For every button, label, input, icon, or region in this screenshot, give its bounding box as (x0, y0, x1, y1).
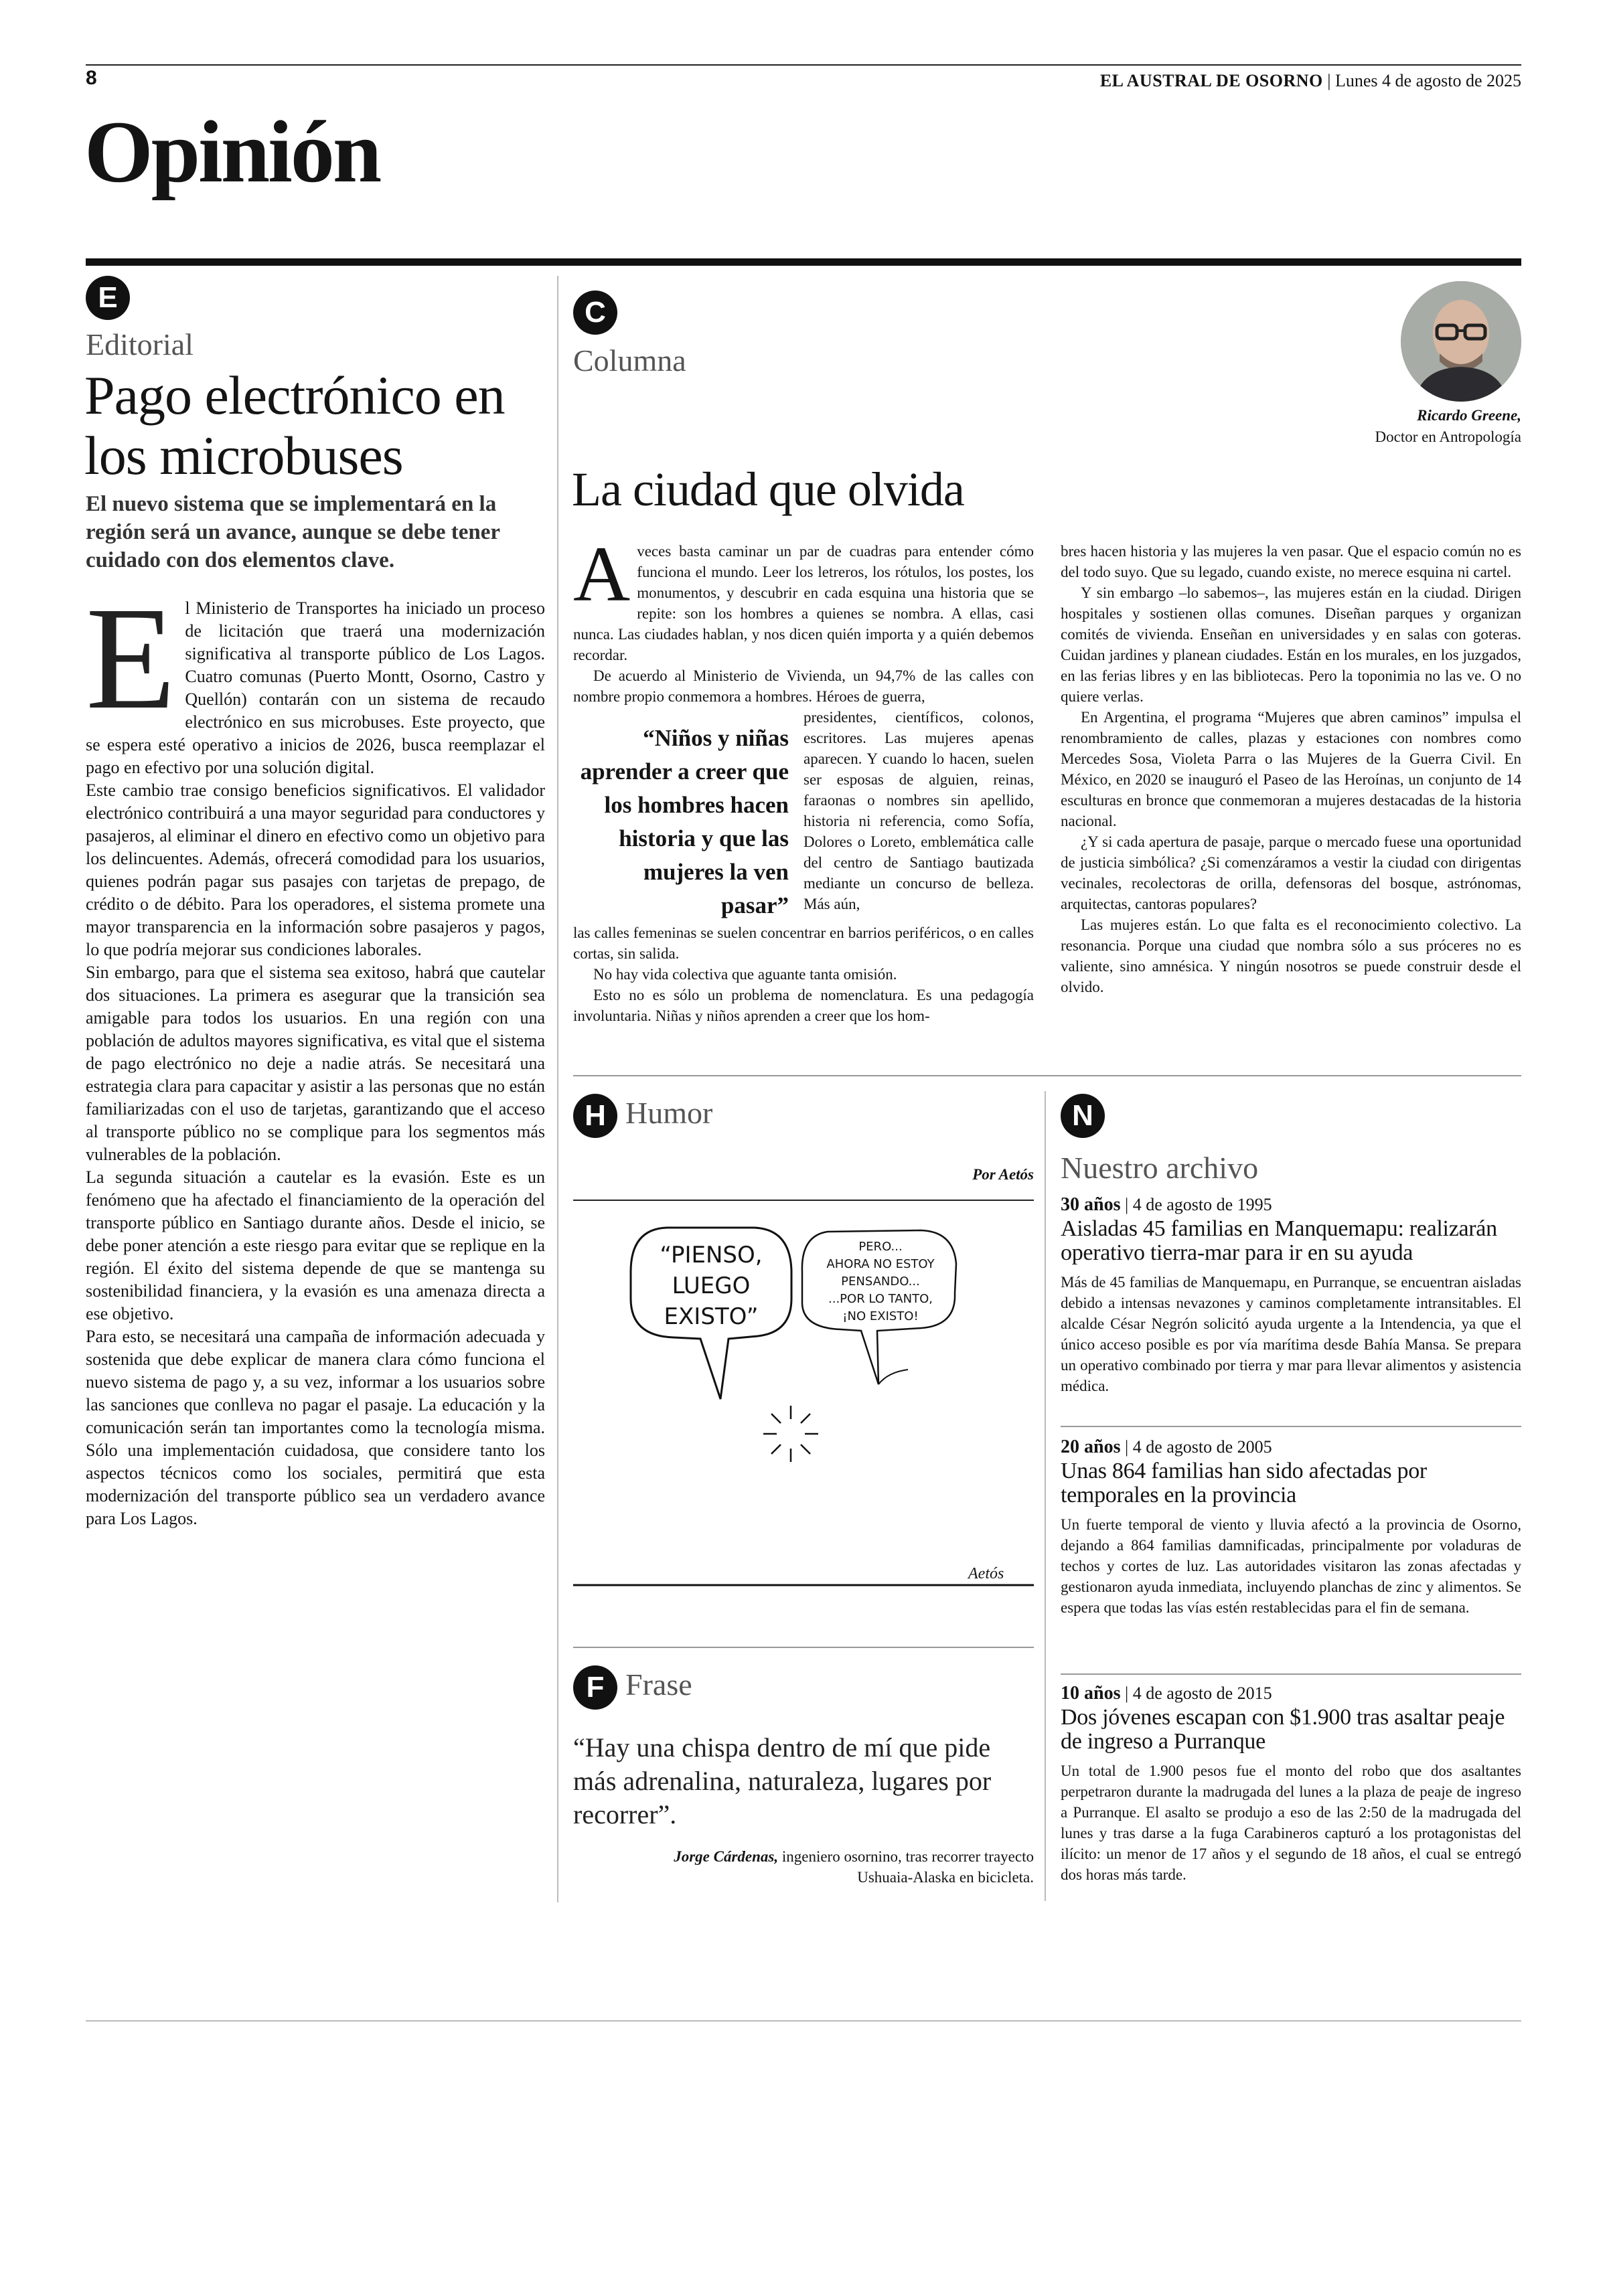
archive-item-text: Más de 45 familias de Manquemapu, en Purranque, se encuentran aisladas debido a intensas nevazones y caminos completamente intransitables. El alcalde César Negrón solicitó ayuda urgente a la Intendencia, ya que el único acceso posible es por vía marítima desde Bahía Mansa. Se prepara un operativo combinado por tierra y mar para llevar alimentos y asistencia médica. (1061, 1274, 1521, 1394)
column-pullquote: “Niños y niñas aprender a creer que los hombres hacen historia y que las mujeres la ven pasar” (580, 725, 789, 918)
archive-item-date: 4 de agosto de 2005 (1132, 1437, 1272, 1457)
editorial-badge: E (86, 276, 130, 320)
column-divider (557, 276, 558, 1902)
archive-label: Nuestro archivo (1061, 1151, 1259, 1185)
issue-date: Lunes 4 de agosto de 2025 (1334, 71, 1521, 90)
column-author-name: Ricardo Greene, (1417, 407, 1521, 424)
bubble-left-line: EXISTO” (664, 1303, 759, 1330)
archive-item-years: 10 años (1061, 1683, 1121, 1704)
archive-divider (1045, 1091, 1046, 1901)
editorial-paragraph: Para esto, se necesitará una campaña de información adecuada y sostenida que debe explicar de manera clara cómo funciona el nuevo sistema de pago y, a su vez, informar a los usuarios sobre las sanciones que conlleva no pagar el pasaje. La educación y la comunicación serán tan importantes como la tecnología misma. Sólo una implementación cuidadosa, que considere tanto los aspectos técnicos como los sociales, permitirá que esta modernización del transporte público sea un verdadero avance para Los Lagos. (86, 1327, 545, 1528)
archive-item-title: Dos jóvenes escapan con $1.900 tras asaltar peaje de ingreso a Purranque (1061, 1705, 1505, 1754)
archive-item-separator: | (1120, 1684, 1133, 1703)
column-text-col1 (573, 530, 1034, 1026)
frase-badge: F (573, 1665, 617, 1710)
cartoon-bubble-left (637, 1240, 785, 1332)
masthead-info (1100, 71, 1521, 91)
editorial-drop-cap: E (86, 576, 176, 740)
archive-item (1061, 1437, 1521, 1618)
archive-item-title: Aisladas 45 familias en Manquemapu: realizarán operativo tierra-mar para ir en su ayuda (1061, 1216, 1497, 1265)
column-badge: C (573, 291, 617, 335)
frase-label: Frase (625, 1667, 692, 1702)
cartoon (573, 1205, 1034, 1593)
column-paragraph: En Argentina, el programa “Mujeres que abren caminos” impulsa el renombramiento de calles, plazas y estaciones con nombres como Mercedes Sosa, Violeta Parra o las Mujeres de la Guerra Civil. En México, en 2020 se inauguró el Paseo de las Heroínas, un conjunto de 14 esculturas en bronce que conmemoran a mujeres destacadas de la historia nacional. (1061, 709, 1521, 829)
bubble-right-line: PENSANDO... (841, 1275, 920, 1289)
archive-item-rule (1061, 1673, 1521, 1675)
bubble-left-line: “PIENSO, (660, 1242, 763, 1268)
archive-item-title: Unas 864 familias han sido afectadas por temporales en la provincia (1061, 1459, 1427, 1507)
archive-item (1061, 1194, 1521, 1396)
column-title: La ciudad que olvida (572, 463, 964, 516)
editorial-title: Pago electrónico en los microbuses (84, 365, 505, 486)
frase-quote: “Hay una chispa dentro de mí que pide más adrenalina, naturaleza, lugares por recorrer”. (573, 1732, 992, 1829)
section-title: Opinión (84, 102, 380, 201)
cartoon-signature: Aetós (968, 1565, 1004, 1582)
column-paragraph: No hay vida colectiva que aguante tanta omisión. (593, 966, 897, 983)
editorial-paragraph: La segunda situación a cautelar es la evasión. Este es un fenómeno que ha afectado el financiamiento de la operación del transporte público en Santiago durante años. Desde el inicio, se debe poner atención a este riesgo para evitar que se replique en la región. El éxito del sistema depende de que se mantenga su sostenibilidad financiera, y la evasión es una amenaza directa a ese objetivo. (86, 1167, 545, 1323)
section-rule (86, 258, 1521, 266)
archive-item-separator: | (1120, 1437, 1133, 1457)
bubble-left-line: LUEGO (672, 1273, 751, 1299)
editorial-paragraph: Este cambio trae consigo beneficios significativos. El validador electrónico contribuirá a una mayor seguridad para conductores y pasajeros, al eliminar el dinero en efectivo como un objetivo para los delincuentes. Además, ofrecerá comodidad para los usuarios, quienes podrán pagar sus pasajes con tarjetas de prepago, de crédito o de débito. Para los operadores, el sistema promete una mayor transparencia en la información sobre pasajeros y pagos, lo que podría mejorar sus condiciones laborales. (86, 781, 545, 959)
editorial-paragraph: l Ministerio de Transportes ha iniciado un proceso de licitación que traerá una modernización significativa al transporte público de Los Lagos. Cuatro comunas (Puerto Montt, Osorno, Castro y Quellón) contarán con un sistema de recaudo electrónico en sus microbuses. Este proyecto, que se espera esté operativo a inicios de 2026, busca reemplazar el pago en efectivo por una solución digital. (86, 598, 545, 777)
author-photo (1401, 281, 1521, 402)
editorial-deck: El nuevo sistema que se implementará en la región será un avance, aunque se debe tener cuidado con dos elementos clave. (86, 492, 500, 572)
column-paragraph: bres hacen historia y las mujeres la ven pasar. Que el espacio común no es del todo suyo. Que su legado, cuando existe, no merece esquina ni cartel. (1061, 543, 1521, 580)
column-paragraph: Esto no es sólo un problema de nomenclatura. Es una pedagogía involuntaria. Niñas y niños aprenden a creer que los hom- (573, 987, 1034, 1024)
column-wrap-text: presidentes, científicos, colonos, escritores. Las mujeres apenas aparecen. Y cuando lo hacen, suelen ser esposas de alguien, reinas, faraonas o nombres sin apellido, historia ni referencia, como Sofía, Dolores o Loreto, emblemática calle del centro de Santiago bautizada mediante un concurso de belleza. Más aún, (804, 709, 1034, 912)
archive-item-separator: | (1120, 1195, 1133, 1214)
column-paragraph: las calles femeninas se suelen concentrar en barrios periféricos, o en calles cortas, sin salida. (573, 924, 1034, 962)
column-drop-cap: A (573, 530, 631, 618)
frase-author-detail: ingeniero osornino, tras recorrer trayecto Ushuaia-Alaska en bicicleta. (778, 1848, 1034, 1886)
archive-item-text: Un total de 1.900 pesos fue el monto del robo que dos asaltantes perpetraron durante la madrugada del lunes a la plaza de peaje de ingreso a Purranque. El asalto se produjo a eso de las 2:50 de la madrugada del lunes y tras darse a la fuga Carabineros capturó a los protagonistas del ilícito: un menor de 17 años y el segundo de 18 años, el cual se entregó dos horas más tarde. (1061, 1762, 1521, 1883)
editorial-paragraph: Sin embargo, para que el sistema sea exitoso, habrá que cautelar dos situaciones. La primera es asegurar que la transición sea amigable para todos los usuarios. En una región con una población de adultos mayores significativa, es vital que el sistema de pago electrónico no deje a nadie atrás. Se necesitará una estrategia clara para capacitar y asistir a las personas que no están familiarizadas con el uso de tarjetas, garantizando que el acceso al transporte público no se complique para los segmentos más vulnerables de la población. (86, 963, 545, 1164)
humor-credit: Por Aetós (972, 1166, 1034, 1183)
column-label: Columna (573, 343, 686, 378)
bubble-right-line: ...POR LO TANTO, (828, 1292, 933, 1306)
column-paragraph: De acuerdo al Ministerio de Vivienda, un 94,7% de las calles con nombre propio conmemora a hombres. Héroes de guerra, (573, 667, 1034, 705)
publication-name: EL AUSTRAL DE OSORNO (1099, 71, 1323, 90)
masthead-separator: | (1322, 71, 1335, 90)
archive-item-rule (1061, 1426, 1521, 1427)
column-bottom-rule (573, 1075, 1521, 1076)
column-paragraph: ¿Y si cada apertura de pasaje, parque o mercado fuese una oportunidad de justicia simbólica? ¿Si comenzáramos a vestir la ciudad con dirigentas vecinales, recolectoras de orilla, defensoras del bosque, astrónomas, arquitectas, cantoras populares? (1061, 833, 1521, 912)
frase-attribution (670, 1846, 1034, 1888)
humor-bottom-rule (573, 1647, 1034, 1648)
archive-item (1061, 1683, 1521, 1885)
column-author-role: Doctor en Antropología (1375, 428, 1521, 445)
column-paragraph: Las mujeres están. Lo que falta es el reconocimiento colectivo. La resonancia. Porque una ciudad que nombra sólo a sus próceres no es valiente, sino amnésica. Y ningún nosotros se puede construir desde el olvido. (1061, 916, 1521, 995)
archive-item-date: 4 de agosto de 1995 (1132, 1195, 1272, 1214)
column-text-col2 (1061, 541, 1521, 997)
humor-badge: H (573, 1094, 617, 1138)
archive-item-text: Un fuerte temporal de viento y lluvia afectó a la provincia de Osorno, dejando a 864 familias damnificadas, principalmente por voladuras de techos y cortes de luz. Las autoridades visitaron las zonas afectadas y gestionaron ayuda inmediata, incluyendo planchas de zinc y alimentos. Se espera que todas las vías estén restablecidas para el fin de semana. (1061, 1516, 1521, 1616)
archive-item-tag (1061, 1683, 1521, 1704)
cartoon-top-rule (573, 1200, 1034, 1201)
page-number: 8 (86, 67, 97, 89)
archive-item-years: 20 años (1061, 1437, 1121, 1457)
archive-item-years: 30 años (1061, 1194, 1121, 1215)
frase-author: Jorge Cárdenas, (674, 1848, 779, 1865)
editorial-label: Editorial (86, 327, 194, 361)
archive-item-tag (1061, 1194, 1521, 1216)
bubble-right-line: PERO... (858, 1240, 903, 1254)
bubble-right-line: ¡NO EXISTO! (842, 1309, 919, 1323)
top-rule (86, 64, 1521, 66)
humor-label: Humor (625, 1096, 713, 1130)
archive-item-date: 4 de agosto de 2015 (1132, 1684, 1272, 1703)
column-paragraph: veces basta caminar un par de cuadras para entender cómo funciona el mundo. Leer los letreros, los rótulos, los postes, los monumentos, y descubrir en cada esquina una historia que se repite: son los hombres a quienes se nombra. A ellas, casi nunca. Las ciudades hablan, y nos dicen quién importa y a quién debemos recordar. (573, 543, 1034, 663)
archive-item-tag (1061, 1437, 1521, 1458)
author-portrait-icon (1401, 281, 1521, 402)
column-paragraph: Y sin embargo –lo sabemos–, las mujeres están en la ciudad. Dirigen hospitales y sostienen ollas comunes. Diseñan parques y organizan comités de vivienda. Enseñan en universidades y en salas con goteras. Cuidan jardines y planean ciudades. Están en los murales, en los juzgados, en las ferias libres y en las bibliotecas. Pero la toponimia no las ve. O no quiere verlas. (1061, 584, 1521, 705)
editorial-body (86, 576, 545, 1530)
cartoon-bubble-right (809, 1238, 952, 1325)
bubble-right-line: AHORA NO ESTOY (826, 1257, 935, 1271)
archive-badge: N (1061, 1094, 1105, 1138)
bottom-rule (86, 2020, 1521, 2022)
